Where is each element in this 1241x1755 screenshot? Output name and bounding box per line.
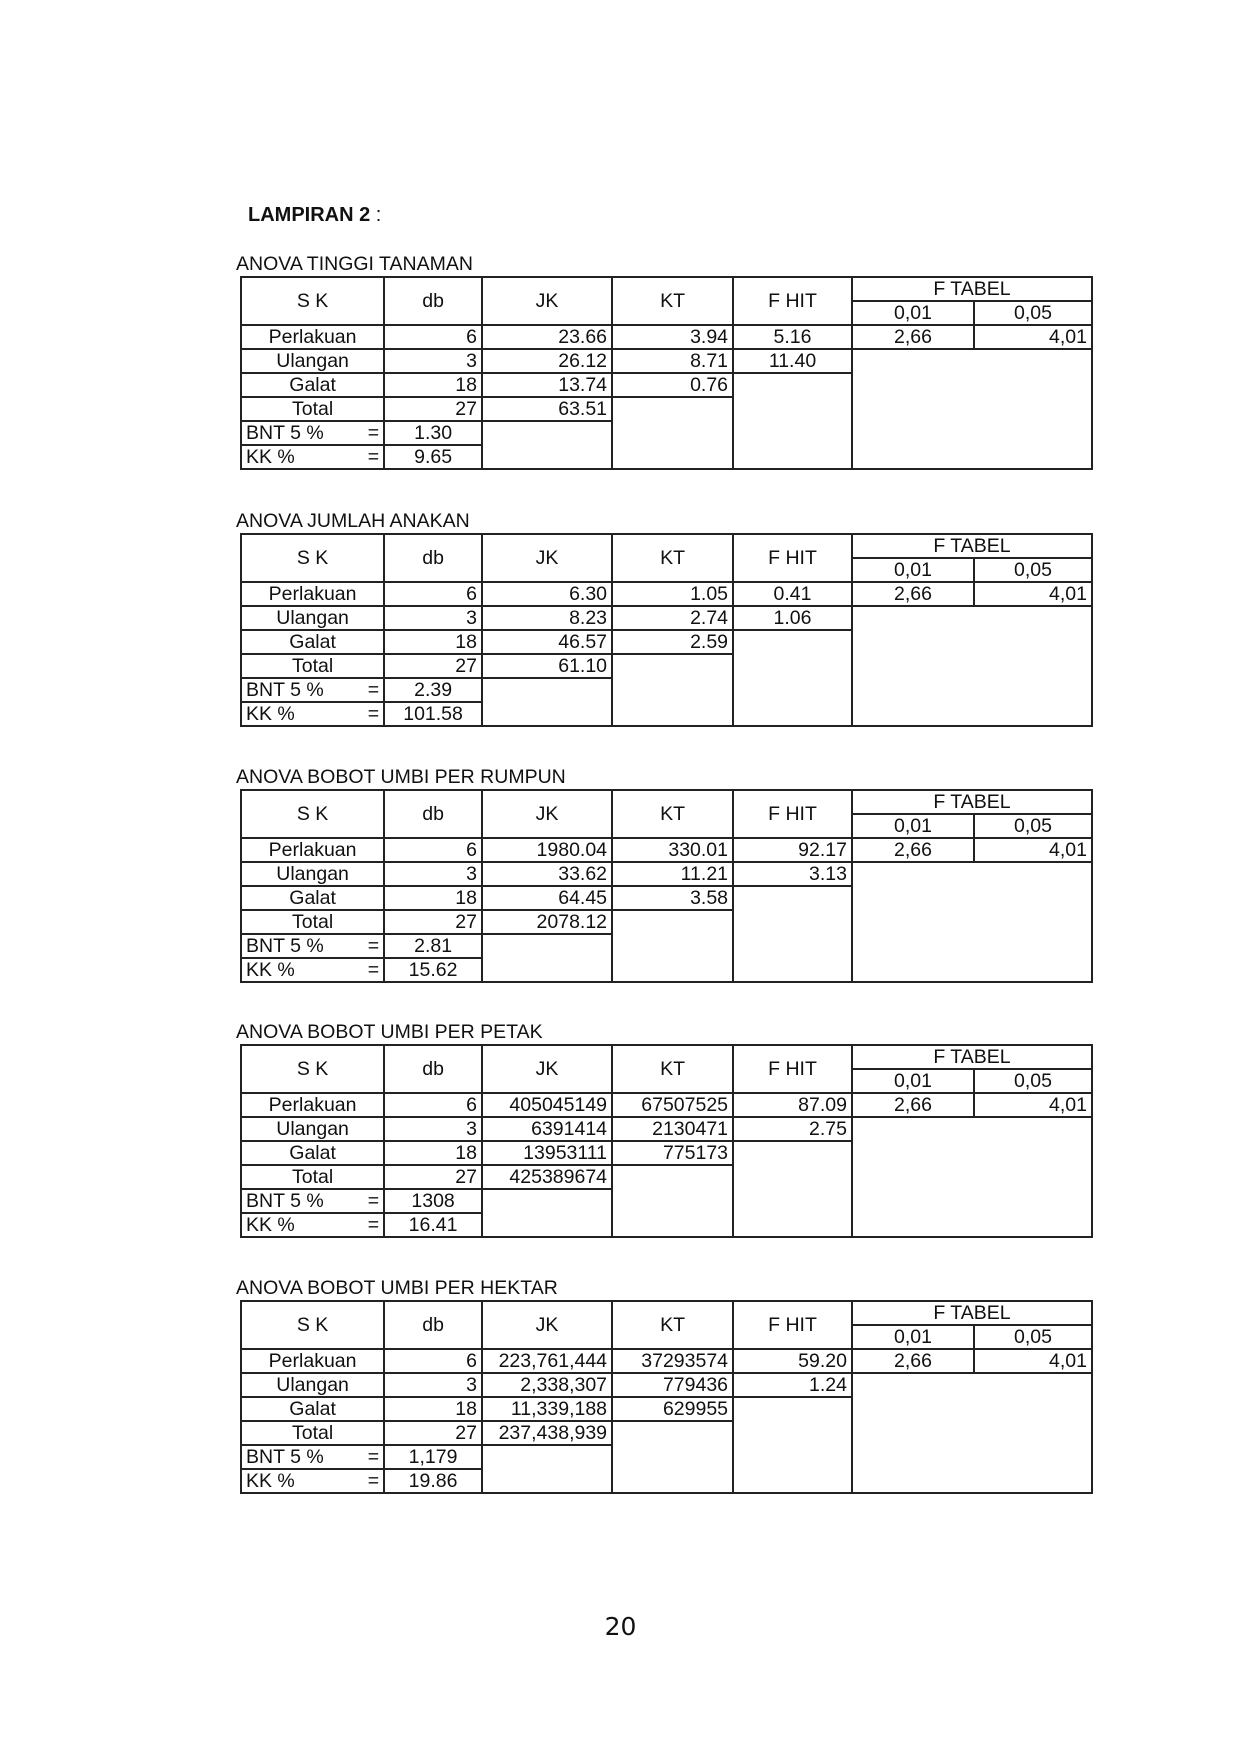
col-header-ftabel: F TABEL (852, 790, 1092, 814)
col-header-kt: KT (612, 534, 733, 582)
kk-label-cell (241, 445, 384, 469)
cell-f001: 2,66 (852, 582, 974, 606)
cell-jk: 1980.04 (482, 838, 612, 862)
cell-jk: 63.51 (482, 397, 612, 421)
cell-db: 3 (384, 606, 482, 630)
cell-empty (482, 1445, 612, 1493)
cell-jk: 13.74 (482, 373, 612, 397)
cell-empty (733, 1397, 852, 1493)
table-row (241, 1093, 1092, 1117)
cell-db: 18 (384, 1397, 482, 1421)
cell-sk: Ulangan (241, 349, 384, 373)
kk-label-cell (241, 1213, 384, 1237)
cell-jk: 33.62 (482, 862, 612, 886)
cell-sk: Galat (241, 373, 384, 397)
cell-kt: 629955 (612, 1397, 733, 1421)
cell-db: 27 (384, 910, 482, 934)
col-header-jk: JK (482, 1301, 612, 1349)
cell-db: 6 (384, 582, 482, 606)
col-header-ftabel: F TABEL (852, 1301, 1092, 1325)
cell-f005: 4,01 (974, 325, 1092, 349)
col-header-sk: S K (241, 1301, 384, 1349)
equals-sign: = (367, 1470, 380, 1492)
col-header-ftabel: F TABEL (852, 534, 1092, 558)
cell-jk: 425389674 (482, 1165, 612, 1189)
anova-table (240, 1044, 1093, 1238)
cell-kt: 330.01 (612, 838, 733, 862)
cell-jk: 6391414 (482, 1117, 612, 1141)
cell-fhit: 87.09 (733, 1093, 852, 1117)
col-header-jk: JK (482, 790, 612, 838)
cell-empty (852, 606, 1092, 726)
cell-jk: 23.66 (482, 325, 612, 349)
kk-label-cell (241, 702, 384, 726)
cell-sk: Galat (241, 886, 384, 910)
kk-label: KK % (246, 703, 295, 725)
anova-title: ANOVA JUMLAH ANAKAN (236, 510, 470, 532)
cell-empty (482, 1189, 612, 1237)
bnt-label: BNT 5 % (246, 1190, 324, 1212)
anova-section (236, 509, 1090, 727)
cell-kt: 67507525 (612, 1093, 733, 1117)
cell-fhit: 1.06 (733, 606, 852, 630)
cell-empty (612, 397, 733, 469)
cell-db: 6 (384, 325, 482, 349)
cell-sk: Total (241, 654, 384, 678)
cell-db: 27 (384, 397, 482, 421)
col-header-f001: 0,01 (852, 1069, 974, 1093)
table-row (241, 349, 1092, 373)
cell-db: 3 (384, 349, 482, 373)
cell-sk: Perlakuan (241, 838, 384, 862)
bnt-value: 1,179 (384, 1445, 482, 1469)
col-header-f001: 0,01 (852, 301, 974, 325)
cell-f005: 4,01 (974, 1093, 1092, 1117)
col-header-f005: 0,05 (974, 558, 1092, 582)
anova-table (240, 789, 1093, 983)
bnt-label-cell (241, 1445, 384, 1469)
cell-jk: 2078.12 (482, 910, 612, 934)
cell-empty (852, 1373, 1092, 1493)
cell-jk: 46.57 (482, 630, 612, 654)
cell-empty (612, 1165, 733, 1237)
cell-fhit: 0.41 (733, 582, 852, 606)
col-header-fhit: F HIT (733, 534, 852, 582)
cell-sk: Perlakuan (241, 582, 384, 606)
kk-label: KK % (246, 446, 295, 468)
table-row (241, 838, 1092, 862)
col-header-jk: JK (482, 277, 612, 325)
cell-fhit: 11.40 (733, 349, 852, 373)
bnt-label-cell (241, 1189, 384, 1213)
cell-f001: 2,66 (852, 1093, 974, 1117)
cell-f001: 2,66 (852, 325, 974, 349)
kk-label-cell (241, 958, 384, 982)
col-header-kt: KT (612, 1301, 733, 1349)
cell-db: 27 (384, 654, 482, 678)
col-header-ftabel: F TABEL (852, 1045, 1092, 1069)
bnt-label: BNT 5 % (246, 679, 324, 701)
cell-db: 27 (384, 1421, 482, 1445)
cell-kt: 1.05 (612, 582, 733, 606)
cell-sk: Total (241, 397, 384, 421)
cell-sk: Perlakuan (241, 1349, 384, 1373)
cell-db: 3 (384, 1117, 482, 1141)
cell-f005: 4,01 (974, 1349, 1092, 1373)
col-header-f005: 0,05 (974, 301, 1092, 325)
cell-sk: Ulangan (241, 606, 384, 630)
cell-kt: 775173 (612, 1141, 733, 1165)
cell-empty (852, 1117, 1092, 1237)
bnt-label-cell (241, 934, 384, 958)
cell-empty (482, 934, 612, 982)
col-header-sk: S K (241, 1045, 384, 1093)
equals-sign: = (367, 935, 380, 957)
cell-db: 18 (384, 630, 482, 654)
col-header-ftabel: F TABEL (852, 277, 1092, 301)
col-header-db: db (384, 790, 482, 838)
table-row (241, 1373, 1092, 1397)
col-header-f005: 0,05 (974, 1069, 1092, 1093)
col-header-kt: KT (612, 790, 733, 838)
col-header-db: db (384, 534, 482, 582)
cell-jk: 13953111 (482, 1141, 612, 1165)
cell-empty (852, 862, 1092, 982)
col-header-f001: 0,01 (852, 814, 974, 838)
kk-label-cell (241, 1469, 384, 1493)
page-number: 20 (604, 1612, 637, 1641)
equals-sign: = (367, 959, 380, 981)
anova-section (236, 1276, 1090, 1494)
cell-empty (733, 373, 852, 469)
cell-sk: Total (241, 1421, 384, 1445)
col-header-jk: JK (482, 534, 612, 582)
cell-fhit: 92.17 (733, 838, 852, 862)
col-header-f005: 0,05 (974, 1325, 1092, 1349)
equals-sign: = (367, 1190, 380, 1212)
table-row (241, 862, 1092, 886)
cell-f005: 4,01 (974, 838, 1092, 862)
anova-title: ANOVA BOBOT UMBI PER HEKTAR (236, 1277, 558, 1299)
col-header-f001: 0,01 (852, 1325, 974, 1349)
appendix-label: LAMPIRAN 2 (248, 204, 371, 226)
equals-sign: = (367, 446, 380, 468)
col-header-sk: S K (241, 790, 384, 838)
cell-empty (733, 886, 852, 982)
anova-section (236, 1020, 1090, 1238)
kk-value: 9.65 (384, 445, 482, 469)
bnt-label: BNT 5 % (246, 935, 324, 957)
header-row (241, 790, 1092, 814)
anova-section (236, 765, 1090, 983)
cell-empty (482, 678, 612, 726)
cell-jk: 61.10 (482, 654, 612, 678)
cell-jk: 64.45 (482, 886, 612, 910)
col-header-kt: KT (612, 1045, 733, 1093)
col-header-f001: 0,01 (852, 558, 974, 582)
cell-sk: Total (241, 1165, 384, 1189)
cell-db: 27 (384, 1165, 482, 1189)
cell-jk: 223,761,444 (482, 1349, 612, 1373)
anova-table (240, 1300, 1093, 1494)
cell-kt: 2.59 (612, 630, 733, 654)
appendix-colon: : (370, 204, 382, 226)
anova-section (236, 252, 1090, 470)
col-header-fhit: F HIT (733, 1045, 852, 1093)
cell-empty (612, 910, 733, 982)
cell-kt: 2.74 (612, 606, 733, 630)
cell-sk: Galat (241, 630, 384, 654)
equals-sign: = (367, 1446, 380, 1468)
col-header-sk: S K (241, 534, 384, 582)
cell-sk: Ulangan (241, 1373, 384, 1397)
equals-sign: = (367, 1214, 380, 1236)
bnt-value: 1308 (384, 1189, 482, 1213)
cell-fhit: 59.20 (733, 1349, 852, 1373)
cell-sk: Perlakuan (241, 1093, 384, 1117)
cell-jk: 8.23 (482, 606, 612, 630)
cell-empty (482, 421, 612, 469)
cell-jk: 11,339,188 (482, 1397, 612, 1421)
header-row (241, 1045, 1092, 1069)
col-header-kt: KT (612, 277, 733, 325)
cell-sk: Perlakuan (241, 325, 384, 349)
cell-kt: 3.94 (612, 325, 733, 349)
cell-kt: 779436 (612, 1373, 733, 1397)
cell-fhit: 2.75 (733, 1117, 852, 1141)
col-header-db: db (384, 277, 482, 325)
anova-table (240, 276, 1093, 470)
table-row (241, 606, 1092, 630)
cell-sk: Total (241, 910, 384, 934)
cell-kt: 8.71 (612, 349, 733, 373)
kk-label: KK % (246, 1470, 295, 1492)
bnt-label-cell (241, 678, 384, 702)
kk-label: KK % (246, 1214, 295, 1236)
header-row (241, 1301, 1092, 1325)
bnt-value: 2.81 (384, 934, 482, 958)
col-header-fhit: F HIT (733, 1301, 852, 1349)
cell-jk: 2,338,307 (482, 1373, 612, 1397)
cell-empty (612, 654, 733, 726)
table-row (241, 1117, 1092, 1141)
cell-db: 6 (384, 1093, 482, 1117)
header-row (241, 277, 1092, 301)
col-header-fhit: F HIT (733, 277, 852, 325)
cell-jk: 405045149 (482, 1093, 612, 1117)
cell-f001: 2,66 (852, 838, 974, 862)
cell-empty (733, 1141, 852, 1237)
cell-db: 6 (384, 838, 482, 862)
cell-fhit: 5.16 (733, 325, 852, 349)
table-row (241, 582, 1092, 606)
header-row (241, 534, 1092, 558)
col-header-db: db (384, 1301, 482, 1349)
bnt-label: BNT 5 % (246, 1446, 324, 1468)
cell-jk: 237,438,939 (482, 1421, 612, 1445)
col-header-f005: 0,05 (974, 814, 1092, 838)
cell-empty (733, 630, 852, 726)
cell-sk: Galat (241, 1397, 384, 1421)
anova-title: ANOVA TINGGI TANAMAN (236, 253, 473, 275)
cell-db: 6 (384, 1349, 482, 1373)
kk-value: 15.62 (384, 958, 482, 982)
col-header-jk: JK (482, 1045, 612, 1093)
cell-db: 3 (384, 862, 482, 886)
cell-f005: 4,01 (974, 582, 1092, 606)
table-row (241, 1349, 1092, 1373)
kk-value: 19.86 (384, 1469, 482, 1493)
anova-table (240, 533, 1093, 727)
cell-db: 18 (384, 373, 482, 397)
col-header-db: db (384, 1045, 482, 1093)
cell-fhit: 3.13 (733, 862, 852, 886)
kk-value: 101.58 (384, 702, 482, 726)
bnt-value: 1.30 (384, 421, 482, 445)
cell-jk: 26.12 (482, 349, 612, 373)
cell-kt: 0.76 (612, 373, 733, 397)
bnt-label-cell (241, 421, 384, 445)
cell-sk: Ulangan (241, 862, 384, 886)
equals-sign: = (367, 422, 380, 444)
equals-sign: = (367, 679, 380, 701)
cell-kt: 3.58 (612, 886, 733, 910)
cell-empty (612, 1421, 733, 1493)
cell-db: 18 (384, 1141, 482, 1165)
cell-db: 3 (384, 1373, 482, 1397)
cell-kt: 11.21 (612, 862, 733, 886)
cell-db: 18 (384, 886, 482, 910)
cell-sk: Ulangan (241, 1117, 384, 1141)
anova-title: ANOVA BOBOT UMBI PER PETAK (236, 1021, 543, 1043)
anova-title: ANOVA BOBOT UMBI PER RUMPUN (236, 766, 566, 788)
col-header-sk: S K (241, 277, 384, 325)
cell-f001: 2,66 (852, 1349, 974, 1373)
bnt-value: 2.39 (384, 678, 482, 702)
table-row (241, 325, 1092, 349)
cell-kt: 2130471 (612, 1117, 733, 1141)
appendix-heading (248, 204, 381, 227)
cell-jk: 6.30 (482, 582, 612, 606)
cell-sk: Galat (241, 1141, 384, 1165)
equals-sign: = (367, 703, 380, 725)
bnt-label: BNT 5 % (246, 422, 324, 444)
cell-kt: 37293574 (612, 1349, 733, 1373)
col-header-fhit: F HIT (733, 790, 852, 838)
cell-fhit: 1.24 (733, 1373, 852, 1397)
kk-value: 16.41 (384, 1213, 482, 1237)
kk-label: KK % (246, 959, 295, 981)
cell-empty (852, 349, 1092, 469)
